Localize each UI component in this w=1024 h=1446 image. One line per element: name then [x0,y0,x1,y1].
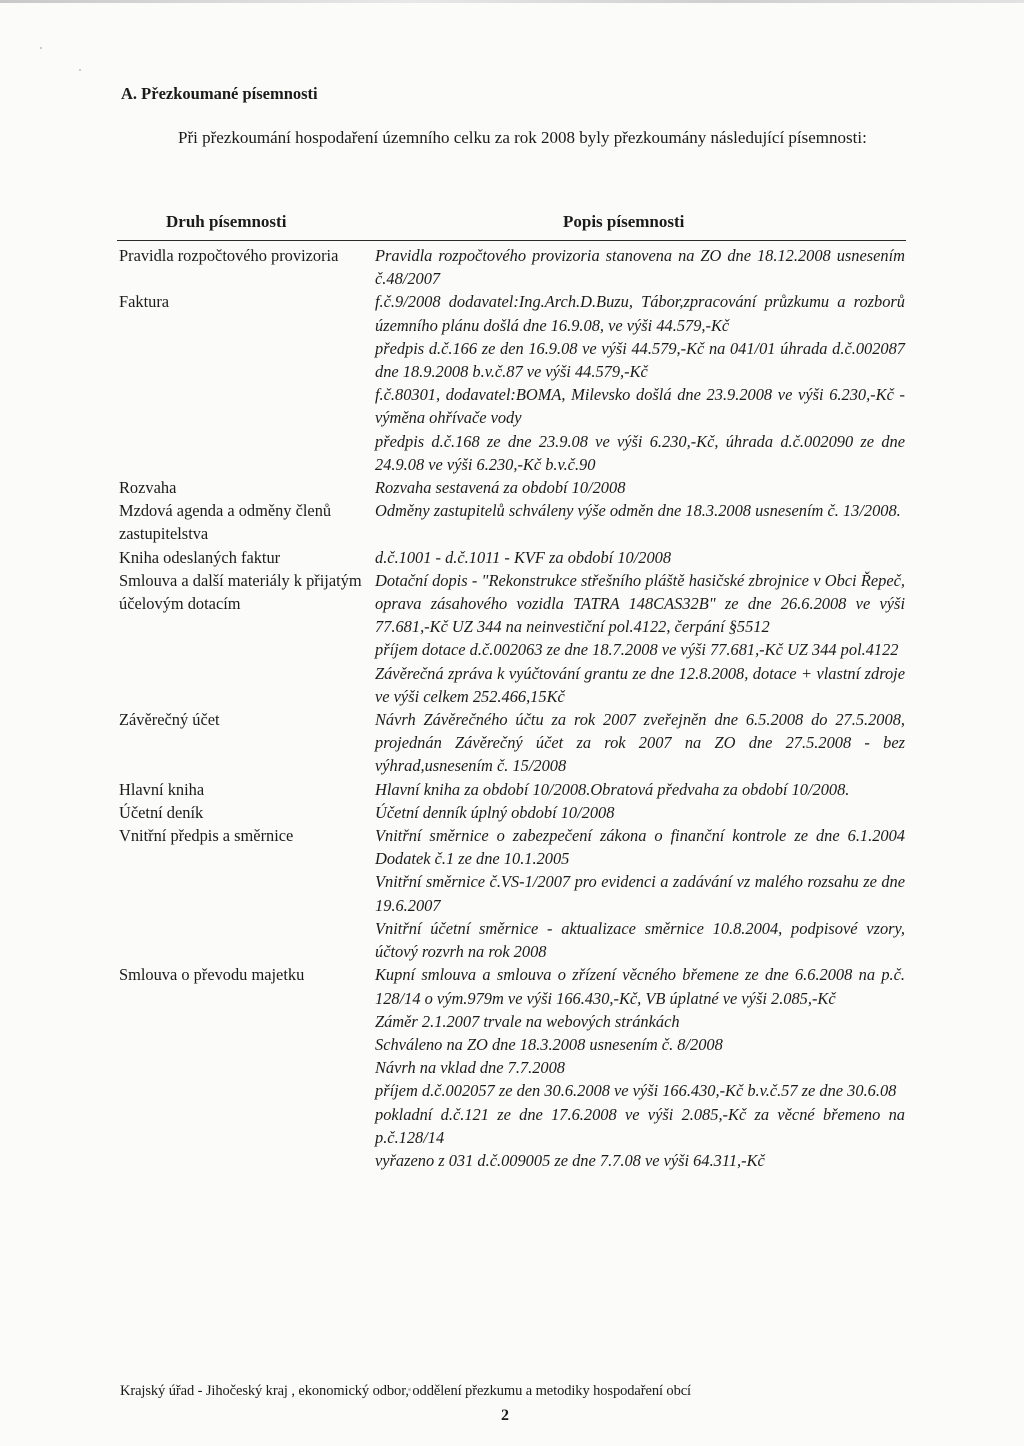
description-entry: Návrh na vklad dne 7.7.2008 [375,1058,565,1078]
intro-paragraph: Při přezkoumání hospodaření územního celku za rok 2008 byly přezkoumány následující písemnosti: [178,128,867,147]
document-type: Smlouva a další materiály k přijatým účelovým dotacím [119,570,362,614]
table-row [119,708,905,778]
documents-table [119,244,905,1172]
table-row [119,546,905,569]
description-entry: Vnitřní směrnice o zabezpečení zákona o finanční kontrole ze dne 6.1.2004 Dodatek č.1 ze dne 10.1.2005 [375,826,905,869]
table-row [119,290,905,476]
description-entry: Dotační dopis - "Rekonstrukce střešního pláště hasičské zbrojnice v Obci Řepeč, oprava zásahového vozidla TATRA 148CAS32B" ze dne 26.6.2008 ve výši 77.681,-Kč UZ 344 na neinvestiční pol.4122, čerpání §5512 [375,570,905,637]
scan-speck [40,47,42,49]
page-number: 2 [501,1407,509,1424]
document-description [375,708,905,778]
description-entry: Účetní denník úplný období 10/2008 [375,802,615,822]
document-type: Mzdová agenda a odměny členů zastupitelstva [119,501,332,544]
document-description [375,546,905,569]
table-row [119,778,905,801]
table-row [119,499,905,545]
document-type: Pravidla rozpočtového provizoria [119,246,339,265]
description-entry: pokladní d.č.121 ze dne 17.6.2008 ve výši 2.085,-Kč za věcné břemeno na p.č.128/14 [375,1104,905,1147]
column-header-document-type: Druh písemnosti [166,212,287,231]
document-description [375,824,905,963]
scan-speck [79,69,81,71]
section-heading: A. Přezkoumané písemnosti [121,84,318,103]
document-type: Smlouva o převodu majetku [119,965,305,985]
scan-top-edge [0,0,1024,3]
description-entry: Schváleno na ZO dne 18.3.2008 usnesením č. 8/2008 [375,1034,723,1054]
footer-text: Krajský úřad - Jihočeský kraj , ekonomický odbor, oddělení přezkumu a metodiky hospodaření obcí [120,1383,691,1399]
document-type: Faktura [119,292,170,312]
document-description [375,476,905,499]
header-rule [117,240,906,241]
document-description [375,290,905,476]
description-entry: vyřazeno z 031 d.č.009005 ze dne 7.7.08 ve výši 64.311,-Kč [375,1150,765,1170]
description-entry: Pravidla rozpočtového provizoria stanovena na ZO dne 18.12.2008 usnesením č.48/2007 [375,246,905,289]
document-type: Kniha odeslaných faktur [119,547,281,567]
description-entry: d.č.1001 - d.č.1011 - KVF za období 10/2008 [375,547,672,567]
description-entry: Závěrečná zpráva k vyúčtování grantu ze dne 12.8.2008, dotace + vlastní zdroje ve výši celkem 252.466,15Kč [375,663,905,706]
table-row [119,824,905,963]
document-description [375,499,905,545]
description-entry: předpis d.č.168 ze dne 23.9.08 ve výši 6.230,-Kč, úhrada d.č.002090 ze dne 24.9.08 ve výši 6.230,-Kč b.v.č.90 [375,431,905,474]
description-entry: Vnitřní účetní směrnice - aktualizace směrnice 10.8.2004, podpisové vzory, účtový rozvrh na rok 2008 [375,918,905,962]
document-type: Účetní deník [119,802,204,822]
description-entry: Rozvaha sestavená za období 10/2008 [375,478,626,498]
table-row [119,801,905,824]
table-row [119,569,905,708]
description-entry: předpis d.č.166 ze den 16.9.08 ve výši 44.579,-Kč na 041/01 úhrada d.č.002087 dne 18.9.2008 b.v.č.87 ve výši 44.579,-Kč [375,338,905,382]
document-type: Závěrečný účet [119,710,220,730]
document-description [375,244,905,290]
column-header-document-description: Popis písemnosti [563,212,685,231]
description-entry: Odměny zastupitelů schváleny výše odměn dne 18.3.2008 usnesením č. 13/2008. [375,501,901,521]
document-type: Rozvaha [119,478,177,498]
description-entry: Hlavní kniha za období 10/2008.Obratová předvaha za období 10/2008. [375,779,850,799]
table-row [119,963,905,1172]
document-description [375,963,905,1172]
table-row [119,476,905,499]
description-entry: Záměr 2.1.2007 trvale na webových stránkách [375,1011,680,1031]
description-entry: Kupní smlouva a smlouva o zřízení věcného břemene ze dne 6.6.2008 na p.č. 128/14 o vým.979m ve výši 166.430,-Kč, VB úplatné ve výši 2.085,-Kč [375,965,905,1008]
document-type: Hlavní kniha [119,779,205,799]
table-row [119,244,905,290]
document-description [375,801,905,824]
description-entry: příjem d.č.002057 ze den 30.6.2008 ve výši 166.430,-Kč b.v.č.57 ze dne 30.6.08 [375,1081,897,1101]
description-entry: f.č.9/2008 dodavatel:Ing.Arch.D.Buzu, Tábor,zpracování průzkumu a rozborů územního plánu došlá dne 16.9.08, ve výši 44.579,-Kč [375,292,905,335]
description-entry: f.č.80301, dodavatel:BOMA, Milevsko došlá dne 23.9.2008 ve výši 6.230,-Kč - výměna ohřívače vody [375,385,905,428]
document-type: Vnitřní předpis a směrnice [119,826,294,846]
description-entry: Návrh Závěrečného účtu za rok 2007 zveřejněn dne 6.5.2008 do 27.5.2008, projednán Závěrečný účet za rok 2007 na ZO dne 27.5.2008 - bez výhrad,usnesením č. 15/2008 [375,710,905,776]
description-entry: Vnitřní směrnice č.VS-1/2007 pro evidenci a zadávání vz malého rozsahu ze dne 19.6.2007 [375,872,905,915]
document-description [375,569,905,708]
document-description [375,778,905,801]
description-entry: příjem dotace d.č.002063 ze dne 18.7.2008 ve výši 77.681,-Kč UZ 344 pol.4122 [375,640,899,660]
